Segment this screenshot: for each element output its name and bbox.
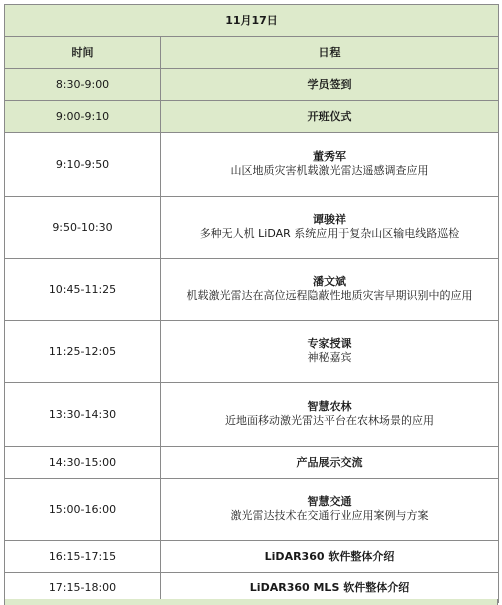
speaker-name: 潘文斌 <box>313 274 346 288</box>
row-agenda <box>161 383 499 447</box>
table-row <box>5 573 499 603</box>
row-time: 11:25-12:05 <box>5 321 161 383</box>
table-row <box>5 447 499 479</box>
talk-title: 山区地质灾害机载激光雷达遥感调查应用 <box>230 163 429 177</box>
row-time: 15:00-16:00 <box>5 479 161 541</box>
date-header: 11月17日 <box>5 5 499 37</box>
table-row <box>5 197 499 259</box>
session-subtitle: 神秘嘉宾 <box>307 350 352 364</box>
row-time: 13:30-14:30 <box>5 383 161 447</box>
schedule-table <box>4 4 499 603</box>
table-row <box>5 101 499 133</box>
table-row <box>5 479 499 541</box>
row-title: 学员签到 <box>161 69 499 101</box>
row-title: 开班仪式 <box>161 101 499 133</box>
row-title: 产品展示交流 <box>161 447 499 479</box>
table-row <box>5 259 499 321</box>
row-time: 14:30-15:00 <box>5 447 161 479</box>
row-agenda <box>161 479 499 541</box>
row-time: 9:00-9:10 <box>5 101 161 133</box>
time-column-header: 时间 <box>5 37 161 69</box>
row-title: LiDAR360 软件整体介绍 <box>161 541 499 573</box>
session-title: 智慧交通 <box>307 494 352 508</box>
row-agenda <box>161 133 499 197</box>
table-row <box>5 69 499 101</box>
row-agenda <box>161 259 499 321</box>
row-time: 17:15-18:00 <box>5 573 161 603</box>
row-time: 10:45-11:25 <box>5 259 161 321</box>
speaker-name: 董秀军 <box>313 149 346 163</box>
row-title: LiDAR360 MLS 软件整体介绍 <box>161 573 499 603</box>
session-subtitle: 激光雷达技术在交通行业应用案例与方案 <box>230 508 429 522</box>
row-time: 16:15-17:15 <box>5 541 161 573</box>
session-title: 专家授课 <box>307 336 352 350</box>
row-time: 9:50-10:30 <box>5 197 161 259</box>
agenda-column-header: 日程 <box>161 37 499 69</box>
table-row <box>5 383 499 447</box>
row-agenda <box>161 197 499 259</box>
session-title: 智慧农林 <box>307 399 352 413</box>
talk-title: 机载激光雷达在高位远程隐蔽性地质灾害早期识别中的应用 <box>186 288 473 302</box>
table-bottom-edge <box>4 599 498 605</box>
row-time: 8:30-9:00 <box>5 69 161 101</box>
talk-title: 多种无人机 LiDAR 系统应用于复杂山区输电线路巡检 <box>199 226 460 240</box>
speaker-name: 谭骏祥 <box>313 212 346 226</box>
session-subtitle: 近地面移动激光雷达平台在农林场景的应用 <box>225 413 434 427</box>
row-agenda <box>161 321 499 383</box>
row-time: 9:10-9:50 <box>5 133 161 197</box>
table-row <box>5 321 499 383</box>
table-row <box>5 541 499 573</box>
table-row <box>5 133 499 197</box>
